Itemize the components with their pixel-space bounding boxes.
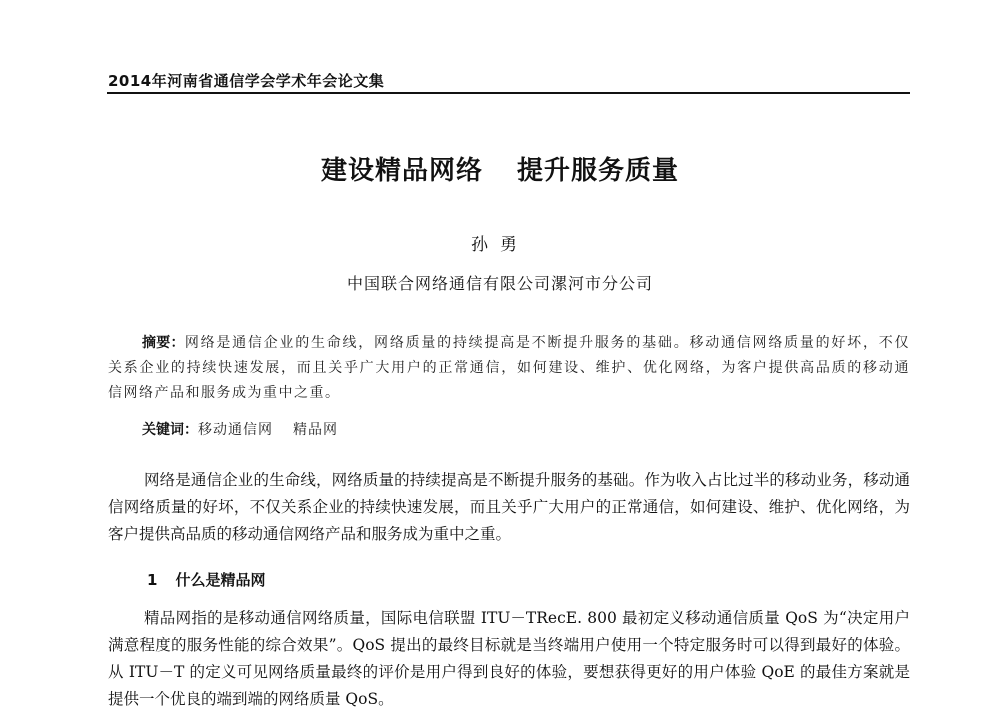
keywords (142, 419, 338, 439)
section-heading-1 (147, 569, 265, 590)
author-name: 孙勇 (471, 235, 529, 255)
section-number: 1 (147, 571, 158, 589)
title-part-1: 建设精品网络 (320, 156, 483, 186)
body-paragraph-1: 网络是通信企业的生命线，网络质量的持续提高是不断提升服务的基础。作为收入占比过半的移动业务，移动通信网络质量的好坏，不仅关系企业的持续快速发展，而且关乎广大用户的正常通信，如何建设、维护、优化网络，为客户提供高品质的移动通信网络产品和服务成为重中之重。 (108, 471, 910, 543)
header-rule (107, 92, 910, 94)
running-head: 2014年河南省通信学会学术年会论文集 (108, 72, 385, 90)
abstract-text: 网络是通信企业的生命线，网络质量的持续提高是不断提升服务的基础。移动通信网络质量的好坏，不仅关系企业的持续快速发展，而且关乎广大用户的正常通信，如何建设、维护、优化网络，为客户提供高品质的移动通信网络产品和服务成为重中之重。 (108, 335, 910, 401)
abstract-label: 摘要： (142, 335, 185, 351)
abstract (108, 331, 910, 406)
keywords-label: 关键词： (142, 422, 198, 438)
body-paragraph-2: 精品网指的是移动通信网络质量，国际电信联盟 ITU－TRecE. 800 最初定义移动通信质量 QoS 为“决定用户满意程度的服务性能的综合效果”。QoS 提出的最终目标就是当终端用户使用一个特定服务时可以得到最好的体验。从 ITU－T 的定义可见网络质量最终的评价是用户得到良好的体验，要想获得更好的用户体验 QoE 的最佳方案就是提供一个优良的端到端的网络质量 QoS。 (108, 609, 910, 708)
title-part-2: 提升服务质量 (517, 156, 680, 186)
keyword-item: 移动通信网 (198, 422, 273, 438)
section-title: 什么是精品网 (175, 571, 266, 589)
paper-title (0, 150, 1000, 187)
author-affiliation: 中国联合网络通信有限公司漯河市分公司 (346, 274, 653, 293)
keyword-item: 精品网 (293, 422, 338, 438)
